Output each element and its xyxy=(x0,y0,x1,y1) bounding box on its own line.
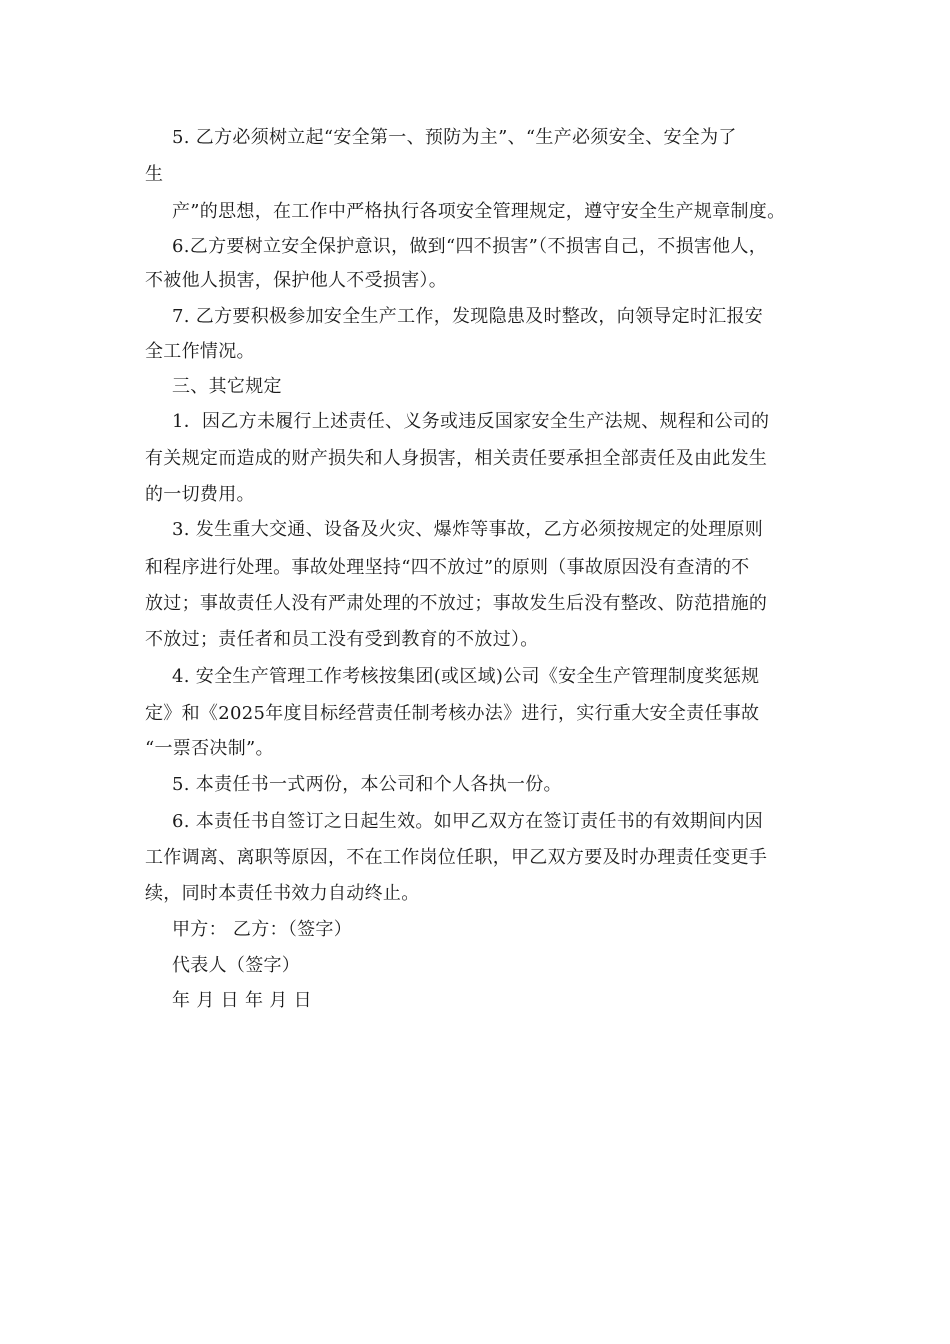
rule-1-line-3: 的一切费用。 xyxy=(145,484,255,505)
clause-5-line-2: 生 xyxy=(145,164,164,185)
section-heading-other-rules: 三、其它规定 xyxy=(172,376,282,397)
rule-6-line-1: 6. 本责任书自签订之日起生效。如甲乙双方在签订责任书的有效期间内因 xyxy=(172,811,764,832)
signature-representative: 代表人（签字） xyxy=(172,955,301,976)
rule-3-line-1: 3. 发生重大交通、设备及火灾、爆炸等事故，乙方必须按规定的处理原则 xyxy=(172,519,764,540)
rule-1-line-2: 有关规定而造成的财产损失和人身损害，相关责任要承担全部责任及由此发生 xyxy=(145,448,768,469)
clause-6-line-2: 不被他人损害，保护他人不受损害）。 xyxy=(145,270,448,291)
signature-parties: 甲方： 乙方：（签字） xyxy=(172,919,353,940)
rule-6-line-3: 续，同时本责任书效力自动终止。 xyxy=(145,883,420,904)
rule-4-line-1: 4. 安全生产管理工作考核按集团(或区域)公司《安全生产管理制度奖惩规 xyxy=(172,666,760,687)
rule-5-line-1: 5. 本责任书一式两份，本公司和个人各执一份。 xyxy=(172,774,562,795)
clause-7-line-1: 7. 乙方要积极参加安全生产工作，发现隐患及时整改，向领导定时汇报安 xyxy=(172,306,764,327)
clause-6-line-1: 6.乙方要树立安全保护意识，做到“四不损害”（不损害自己，不损害他人， xyxy=(172,236,768,257)
rule-1-line-1: 1．因乙方未履行上述责任、义务或违反国家安全生产法规、规程和公司的 xyxy=(172,411,770,432)
clause-5-line-1: 5. 乙方必须树立起“安全第一、预防为主”、“生产必须安全、安全为了 xyxy=(172,127,737,148)
signature-dates: 年 月 日 年 月 日 xyxy=(172,990,312,1011)
rule-3-line-2: 和程序进行处理。事故处理坚持“四不放过”的原则（事故原因没有查清的不 xyxy=(145,557,750,578)
clause-5-line-3: 产”的思想，在工作中严格执行各项安全管理规定，遵守安全生产规章制度。 xyxy=(172,201,786,222)
rule-4-line-2: 定》和《2025年度目标经营责任制考核办法》进行，实行重大安全责任事故 xyxy=(145,703,760,724)
rule-3-line-4: 不放过；责任者和员工没有受到教育的不放过）。 xyxy=(145,629,539,650)
rule-4-line-3: “一票否决制”。 xyxy=(145,738,274,759)
rule-3-line-3: 放过；事故责任人没有严肃处理的不放过；事故发生后没有整改、防范措施的 xyxy=(145,593,768,614)
clause-7-line-2: 全工作情况。 xyxy=(145,341,255,362)
rule-6-line-2: 工作调离、离职等原因，不在工作岗位任职，甲乙双方要及时办理责任变更手 xyxy=(145,847,768,868)
